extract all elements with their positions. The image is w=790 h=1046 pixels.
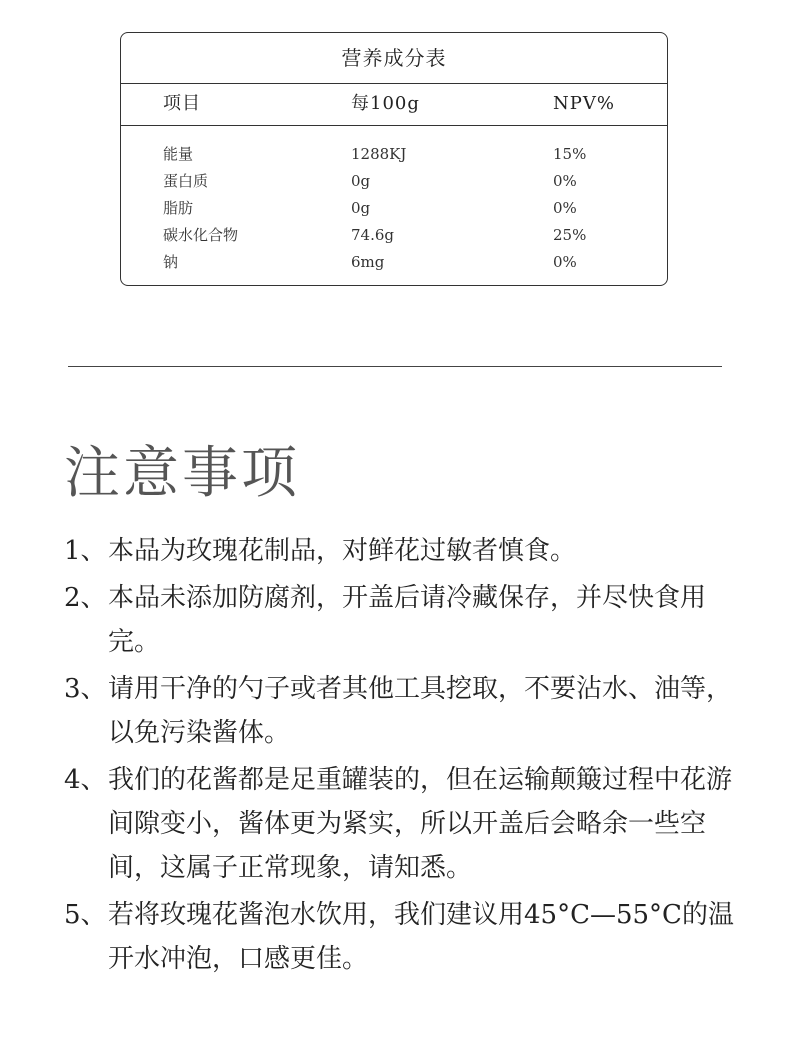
row-npv: 0% xyxy=(553,253,577,271)
table-row xyxy=(121,195,667,222)
note-number: 3、 xyxy=(64,674,107,704)
table-header-rule xyxy=(121,125,667,126)
note-number: 5、 xyxy=(64,900,107,930)
row-per-100g: 1288KJ xyxy=(351,145,407,163)
row-item: 钠 xyxy=(163,253,179,271)
note-text: 本品为玫瑰花制品，对鲜花过敏者慎食。 xyxy=(108,536,577,566)
note-text: 若将玫瑰花酱泡水饮用，我们建议用45°C—55°C的温开水冲泡，口感更佳。 xyxy=(108,900,734,974)
row-npv: 0% xyxy=(553,172,577,190)
note-text: 请用干净的勺子或者其他工具挖取，不要沾水、油等，以免污染酱体。 xyxy=(108,674,733,748)
note-number: 2、 xyxy=(64,583,107,613)
row-per-100g: 0g xyxy=(351,199,371,217)
note-number: 4、 xyxy=(64,765,107,795)
header-item: 项目 xyxy=(163,93,201,114)
notes-list xyxy=(64,529,734,984)
table-row xyxy=(121,168,667,195)
table-row xyxy=(121,141,667,168)
row-per-100g: 6mg xyxy=(351,253,385,271)
row-npv: 15% xyxy=(553,145,587,163)
row-item: 脂肪 xyxy=(163,199,194,217)
list-item xyxy=(64,576,734,664)
note-number: 1、 xyxy=(64,536,107,566)
row-npv: 25% xyxy=(553,226,587,244)
nutrition-rows xyxy=(121,141,667,276)
table-row xyxy=(121,222,667,249)
row-per-100g: 74.6g xyxy=(351,226,395,244)
row-item: 蛋白质 xyxy=(163,172,209,190)
row-item: 能量 xyxy=(163,145,194,163)
notes-title: 注意事项 xyxy=(64,441,300,506)
header-per-100g: 每100g xyxy=(351,93,420,114)
row-item: 碳水化合物 xyxy=(163,226,239,244)
note-text: 我们的花酱都是足重罐装的，但在运输颠簸过程中花游间隙变小，酱体更为紧实，所以开盖后会略余一些空间，这属子正常现象，请知悉。 xyxy=(108,765,733,883)
section-divider xyxy=(68,366,722,367)
note-text: 本品未添加防腐剂，开盖后请冷藏保存，并尽快食用完。 xyxy=(108,583,707,657)
nutrition-table-title: 营养成分表 xyxy=(341,46,447,70)
nutrition-facts-table xyxy=(120,32,668,286)
row-per-100g: 0g xyxy=(351,172,371,190)
list-item xyxy=(64,529,734,573)
row-npv: 0% xyxy=(553,199,577,217)
list-item xyxy=(64,893,734,981)
table-row xyxy=(121,249,667,276)
list-item xyxy=(64,758,734,890)
list-item xyxy=(64,667,734,755)
header-npv: NPV% xyxy=(553,93,615,114)
